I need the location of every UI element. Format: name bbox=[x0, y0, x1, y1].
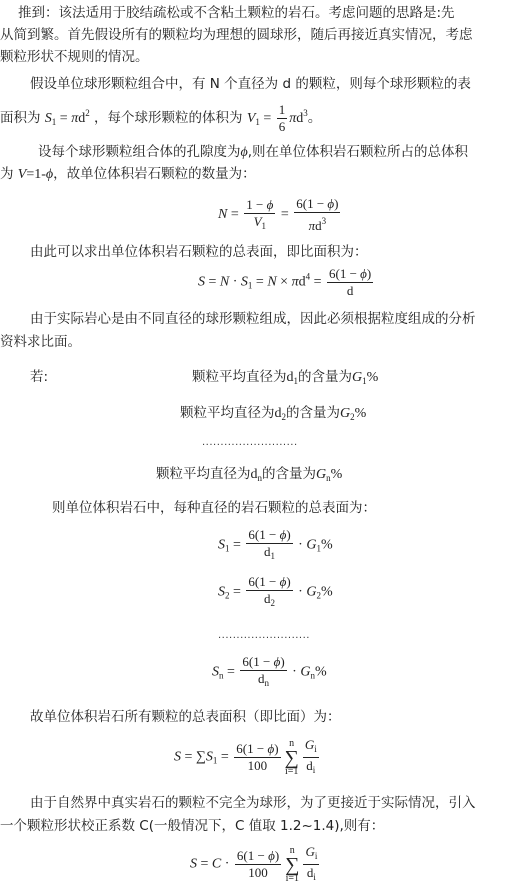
text-line: 一个颗粒形状校正系数 C(一般情况下，C 值取 1.2~1.4),则有： bbox=[0, 818, 385, 834]
text-segment: 颗粒平均直径为 bbox=[180, 405, 275, 421]
text-line: 从简到繁。首先假设所有的颗粒均为理想的圆球形，随后再接近真实情况，考虑 bbox=[0, 27, 473, 43]
text-segment: 面积为 bbox=[0, 110, 41, 126]
text-line bbox=[0, 102, 530, 135]
text-segment: 的含量为 bbox=[262, 466, 316, 482]
text-line: 推到：该法适用于胶结疏松或不含粘土颗粒的岩石。考虑问题的思路是:先 bbox=[18, 5, 455, 21]
grain-line-n bbox=[156, 463, 530, 489]
formula-s2-sum: $S_2$ = $\frac{6(1 - \phi)}{d_2}$ · $G_2\%$ bbox=[218, 574, 333, 608]
symbol-d1: $d_1$ bbox=[286, 370, 298, 386]
ellipsis-row: ......................... bbox=[218, 630, 310, 641]
text-segment: 设每个球形颗粒组合体的孔隙度为 bbox=[38, 144, 241, 160]
text-line bbox=[0, 163, 530, 186]
symbol-gn: $G_n\%$ bbox=[316, 467, 343, 483]
symbol-d2: $d_2$ bbox=[274, 406, 286, 422]
formula-s1-sum: $S_1$ = $\frac{6(1 - \phi)}{d_1}$ · $G_1\%$ bbox=[218, 527, 333, 561]
text-line: 由于实际岩心是由不同直径的球形颗粒组成，因此必须根据粒度组成的分析 bbox=[30, 311, 476, 327]
text-segment: ，故单位体积岩石颗粒的数量为： bbox=[53, 166, 256, 182]
symbol-phi: ϕ bbox=[240, 145, 248, 160]
symbol-dn: $d_n$ bbox=[250, 467, 262, 483]
ellipsis-row: .......................... bbox=[202, 437, 298, 448]
formula-s: $S = N \cdot S_1 = N \times \pi d^4$ = $\frac{6(1 - \phi)}{d}$ bbox=[198, 266, 372, 298]
text-segment: ,则在单位体积岩石颗粒所占的总体积 bbox=[247, 144, 469, 160]
text-segment: 的含量为 bbox=[298, 369, 352, 385]
text-line: 资料求比面。 bbox=[0, 334, 81, 350]
text-segment: 颗粒平均直径为 bbox=[156, 466, 251, 482]
grain-line-1 bbox=[192, 366, 530, 392]
text-line bbox=[38, 141, 530, 164]
formula-v: V=1-ϕ bbox=[17, 167, 54, 182]
text-segment: 为 bbox=[0, 166, 14, 182]
text-line: 若: bbox=[30, 369, 49, 385]
text-line: 颗粒形状不规则的情况。 bbox=[0, 49, 149, 65]
text-line: 由此可以求出单位体积岩石颗粒的总表面，即比面积为： bbox=[30, 244, 368, 260]
formula-corrected: S = C · $\frac{6(1 - \phi)}{100}$ n ∑ i=1 $\frac{G_i}{d_i}$ bbox=[190, 844, 318, 884]
symbol-g2: $G_2\%$ bbox=[340, 406, 367, 422]
formula-total: $S = \sum S_1$ = $\frac{6(1 - \phi)}{100}$ n ∑ i=1 $\frac{G_i}{d_i}$ bbox=[174, 737, 317, 777]
text-line: 故单位体积岩石所有颗粒的总表面积（即比面）为： bbox=[30, 709, 341, 725]
symbol-g1: $G_1\%$ bbox=[352, 370, 379, 386]
grain-line-2 bbox=[180, 402, 530, 428]
formula-n: N = $\frac{1 - \phi}{V_1}$ = $\frac{6(1 - \phi)}{\pi d^3}$ bbox=[218, 196, 339, 233]
text-segment: ，每个球形颗粒的体积为 bbox=[94, 110, 243, 126]
text-segment: 颗粒平均直径为 bbox=[192, 369, 287, 385]
formula-v1: $V_1$ = $\frac{1}{6}$ $\pi d^3$。 bbox=[246, 102, 322, 135]
formula-s1: $S_1 = \pi d^2$ bbox=[44, 108, 90, 127]
formula-sn-sum: $S_n$ = $\frac{6(1 - \phi)}{d_n}$ · $G_n\%$ bbox=[212, 654, 327, 688]
text-line: 由于自然界中真实岩石的颗粒不完全为球形，为了更接近于实际情况，引入 bbox=[30, 795, 476, 811]
text-line: 则单位体积岩石中，每种直径的岩石颗粒的总表面为： bbox=[52, 500, 376, 516]
text-line: 假设单位球形颗粒组合中，有 N 个直径为 d 的颗粒，则每个球形颗粒的表 bbox=[30, 76, 471, 92]
text-segment: 的含量为 bbox=[286, 405, 340, 421]
